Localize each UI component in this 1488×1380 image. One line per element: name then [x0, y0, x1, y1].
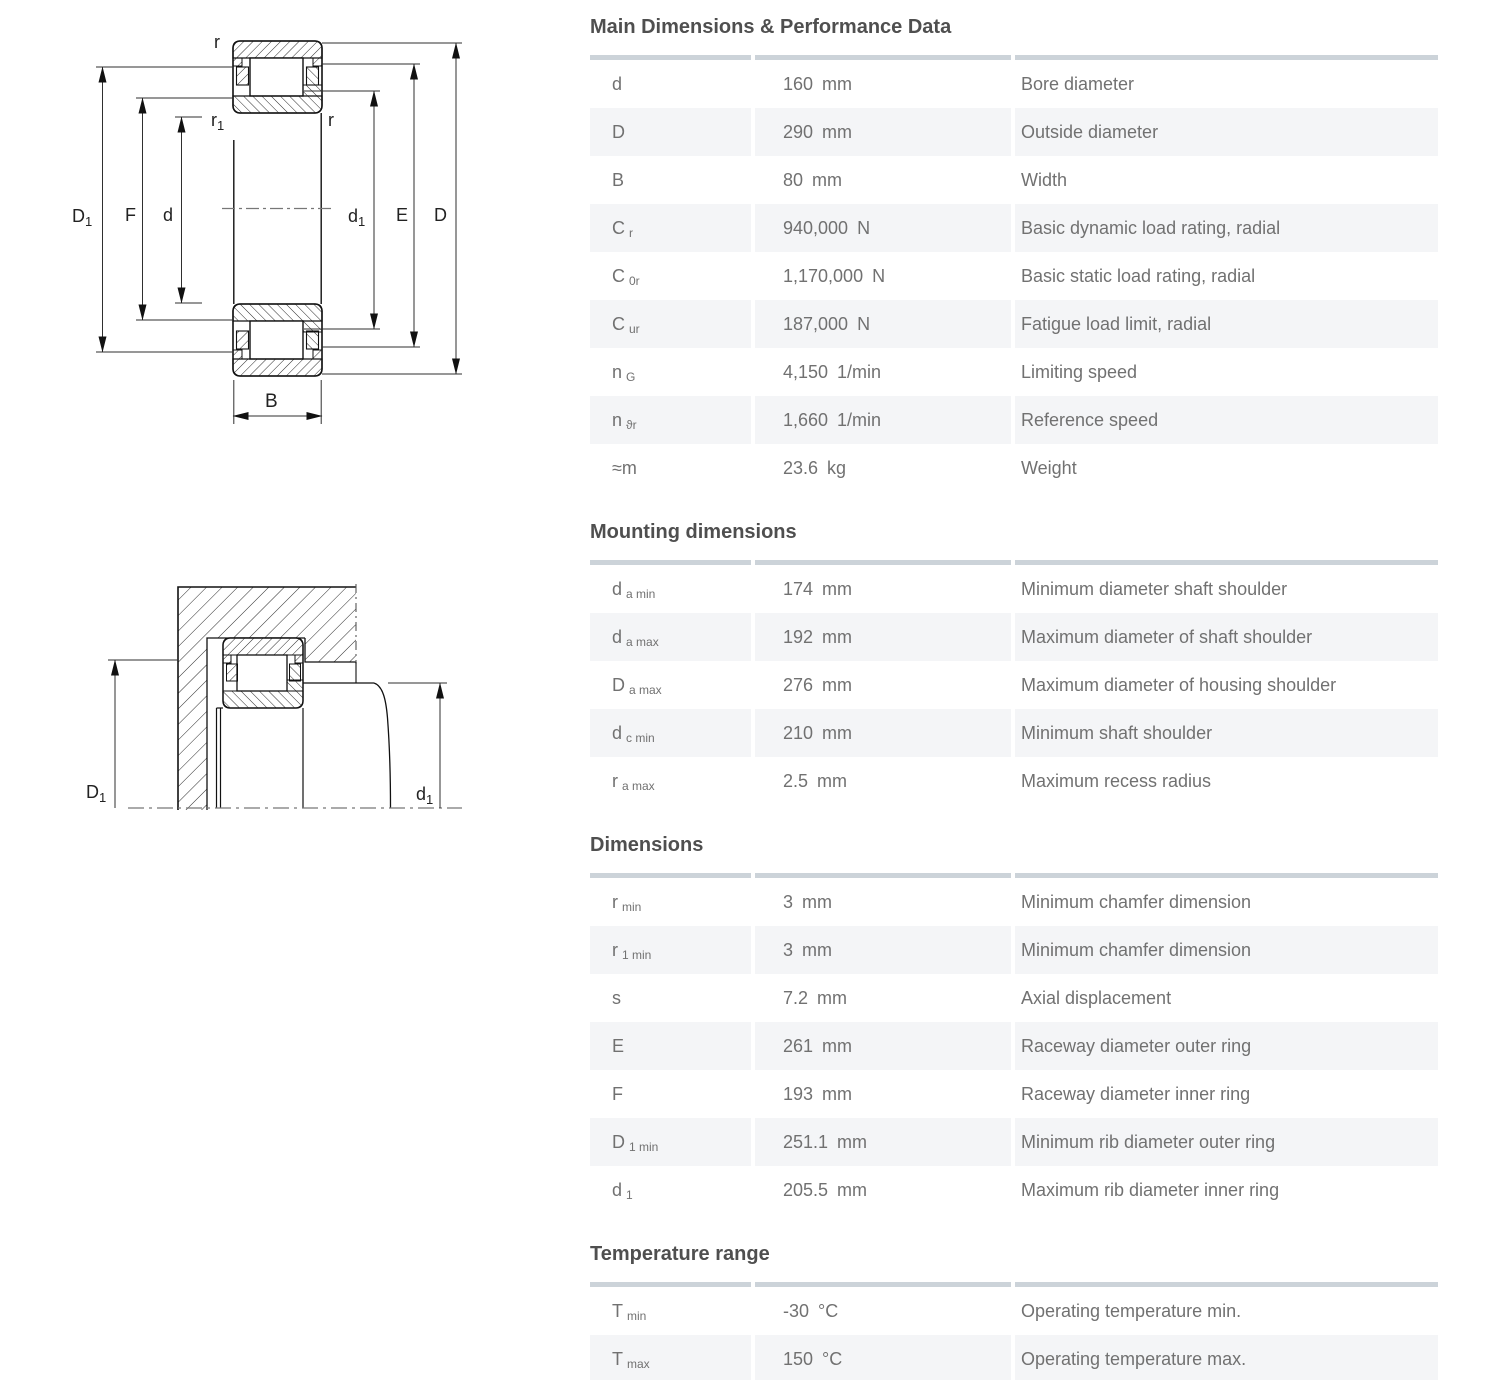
- symbol-cell: [590, 204, 751, 252]
- dim-label-D: D: [434, 205, 447, 225]
- symbol-cell: [590, 252, 751, 300]
- value-unit: mm: [812, 169, 843, 190]
- symbol-cell: [590, 661, 751, 709]
- symbol-cell: [590, 156, 751, 204]
- description-cell: Minimum chamfer dimension: [1015, 926, 1438, 974]
- section-mounting-dimensions: [590, 520, 1438, 805]
- description-cell: Minimum shaft shoulder: [1015, 709, 1438, 757]
- symbol-cell: [590, 974, 751, 1022]
- value-cell: [755, 1166, 1011, 1214]
- value-number: 187,000: [783, 313, 849, 334]
- value-unit: kg: [827, 457, 847, 478]
- value-number: 4,150: [783, 361, 829, 382]
- bearing-mounting-drawing: [0, 540, 520, 870]
- description-cell: Weight: [1021, 457, 1077, 478]
- symbol-cell: [590, 613, 751, 661]
- value-unit: mm: [822, 626, 853, 647]
- value-number: 192: [783, 626, 814, 647]
- symbol-subscript: r: [629, 226, 633, 240]
- symbol-cell: [590, 1118, 751, 1166]
- symbol-cell: [590, 565, 751, 613]
- value-cell: [755, 60, 1011, 108]
- symbol-base: n: [612, 361, 623, 382]
- symbol-base: C: [612, 313, 625, 334]
- symbol-subscript: a max: [622, 779, 655, 793]
- value-unit: mm: [822, 578, 853, 599]
- symbol-base: B: [612, 169, 625, 190]
- value-cell: [755, 1335, 1011, 1380]
- dim-label-r-right: r: [328, 110, 334, 130]
- value-cell: [755, 156, 1011, 204]
- description-cell: Operating temperature min.: [1021, 1300, 1242, 1321]
- value-cell: [755, 252, 1011, 300]
- value-cell: [755, 661, 1011, 709]
- symbol-subscript: ur: [629, 322, 640, 336]
- description-cell: Minimum diameter shaft shoulder: [1021, 578, 1288, 599]
- symbol-base: D: [612, 674, 625, 695]
- datasheet-tables: [590, 0, 1438, 1380]
- value-unit: mm: [817, 987, 848, 1008]
- symbol-subscript: a min: [626, 587, 656, 601]
- dim-label-d1: $d_1$: [348, 206, 366, 229]
- value-cell: [755, 300, 1011, 348]
- section-title: Mounting dimensions: [590, 521, 797, 543]
- symbol-base: d: [612, 578, 623, 599]
- value-number: -30: [783, 1300, 810, 1321]
- value-cell: [755, 1118, 1011, 1166]
- data-table: [590, 55, 1438, 492]
- value-cell: [755, 396, 1011, 444]
- dim-label-D1: $D_1$: [72, 206, 93, 229]
- description-cell: Basic dynamic load rating, radial: [1015, 204, 1438, 252]
- dim-label-d: d: [163, 205, 174, 225]
- value-unit: mm: [837, 1131, 868, 1152]
- value-cell: [755, 444, 1011, 492]
- symbol-subscript: 0r: [629, 274, 640, 288]
- value-number: 290: [783, 121, 814, 142]
- section-dimensions: [590, 833, 1438, 1214]
- value-unit: mm: [822, 73, 853, 94]
- symbol-base: C: [612, 265, 625, 286]
- symbol-subscript: ϑr: [626, 418, 637, 432]
- value-number: 3: [783, 939, 794, 960]
- bearing-cross-section-drawing: [0, 0, 580, 480]
- value-cell: [755, 108, 1011, 156]
- value-number: 2.5: [783, 770, 809, 791]
- description-cell: Outside diameter: [1015, 108, 1438, 156]
- description-cell: Reference speed: [1015, 396, 1438, 444]
- bearing-lower-section: [233, 304, 322, 376]
- value-unit: mm: [822, 1083, 853, 1104]
- value-number: 174: [783, 578, 814, 599]
- value-unit: mm: [822, 674, 853, 695]
- symbol-base: r: [612, 770, 618, 791]
- symbol-subscript: 1 min: [629, 1140, 659, 1154]
- value-unit: N: [872, 265, 886, 286]
- description-cell: Maximum recess radius: [1021, 770, 1212, 791]
- section-title: Main Dimensions & Performance Data: [590, 16, 952, 38]
- value-unit: mm: [822, 1035, 853, 1056]
- value-cell: [755, 204, 1011, 252]
- description-cell: Minimum rib diameter outer ring: [1015, 1118, 1438, 1166]
- value-number: 205.5: [783, 1179, 829, 1200]
- symbol-subscript: a max: [629, 683, 662, 697]
- value-unit: N: [857, 313, 871, 334]
- symbol-subscript: min: [622, 900, 642, 914]
- symbol-base: ≈m: [612, 457, 637, 478]
- description-cell: Operating temperature max.: [1015, 1335, 1438, 1380]
- value-cell: [755, 974, 1011, 1022]
- value-unit: mm: [822, 121, 853, 142]
- value-unit: mm: [802, 939, 833, 960]
- bearing-upper-section: [233, 41, 322, 113]
- symbol-base: C: [612, 217, 625, 238]
- value-number: 23.6: [783, 457, 819, 478]
- symbol-base: r: [612, 891, 618, 912]
- data-table: [590, 1282, 1438, 1380]
- symbol-subscript: a max: [626, 635, 659, 649]
- description-cell: Bore diameter: [1021, 73, 1135, 94]
- symbol-subscript: c min: [626, 731, 655, 745]
- description-cell: Minimum chamfer dimension: [1021, 891, 1252, 912]
- symbol-base: D: [612, 121, 625, 142]
- section-title: Dimensions: [590, 834, 704, 856]
- symbol-base: d: [612, 1179, 623, 1200]
- symbol-cell: [590, 1070, 751, 1118]
- description-cell: Basic static load rating, radial: [1021, 265, 1256, 286]
- value-cell: [755, 565, 1011, 613]
- symbol-base: d: [612, 626, 623, 647]
- value-unit: N: [857, 217, 871, 238]
- value-number: 160: [783, 73, 814, 94]
- dim-label-r1: $r_1$: [211, 110, 225, 133]
- symbol-base: E: [612, 1035, 625, 1056]
- symbol-base: D: [612, 1131, 625, 1152]
- value-unit: mm: [817, 770, 848, 791]
- description-cell: Maximum diameter of shaft shoulder: [1015, 613, 1438, 661]
- symbol-cell: [590, 396, 751, 444]
- dim-label-E: E: [396, 205, 409, 225]
- symbol-cell: [590, 878, 751, 926]
- description-cell: Width: [1021, 169, 1068, 190]
- description-cell: Maximum rib diameter inner ring: [1021, 1179, 1280, 1200]
- symbol-cell: [590, 1335, 751, 1380]
- dim-label-d1: $d_1$: [416, 784, 434, 807]
- value-cell: [755, 1070, 1011, 1118]
- value-unit: mm: [837, 1179, 868, 1200]
- value-unit: mm: [802, 891, 833, 912]
- value-number: 80: [783, 169, 804, 190]
- data-table: [590, 873, 1438, 1214]
- value-number: 261: [783, 1035, 814, 1056]
- section-title: Temperature range: [590, 1243, 770, 1265]
- symbol-cell: [590, 300, 751, 348]
- value-number: 1,170,000: [783, 265, 864, 286]
- value-cell: [755, 348, 1011, 396]
- dim-label-F: F: [125, 205, 136, 225]
- section-main-dimensions-performance-data: [590, 15, 1438, 492]
- symbol-cell: [590, 1022, 751, 1070]
- value-number: 3: [783, 891, 794, 912]
- symbol-subscript: 1: [626, 1188, 633, 1202]
- symbol-cell: [590, 108, 751, 156]
- description-cell: Raceway diameter inner ring: [1021, 1083, 1251, 1104]
- value-number: 940,000: [783, 217, 849, 238]
- symbol-subscript: max: [627, 1357, 650, 1371]
- symbol-cell: [590, 757, 751, 805]
- dim-label-B: B: [265, 391, 278, 412]
- dim-label-r-top: r: [214, 32, 220, 52]
- description-cell: Limiting speed: [1021, 361, 1138, 382]
- symbol-subscript: min: [627, 1309, 647, 1323]
- value-number: 193: [783, 1083, 814, 1104]
- symbol-cell: [590, 444, 751, 492]
- value-number: 7.2: [783, 987, 809, 1008]
- symbol-base: r: [612, 939, 618, 960]
- value-cell: [755, 1287, 1011, 1335]
- symbol-cell: [590, 709, 751, 757]
- value-cell: [755, 613, 1011, 661]
- symbol-base: d: [612, 73, 623, 94]
- value-number: 1,660: [783, 409, 829, 430]
- value-number: 150: [783, 1348, 814, 1369]
- value-cell: [755, 709, 1011, 757]
- symbol-cell: [590, 926, 751, 974]
- description-cell: Axial displacement: [1021, 987, 1172, 1008]
- value-unit: 1/min: [837, 361, 882, 382]
- value-number: 276: [783, 674, 814, 695]
- description-cell: Fatigue load limit, radial: [1015, 300, 1438, 348]
- dim-label-D1: $D_1$: [86, 782, 107, 805]
- symbol-base: T: [612, 1300, 623, 1321]
- data-table: [590, 560, 1438, 805]
- value-number: 251.1: [783, 1131, 829, 1152]
- symbol-cell: [590, 348, 751, 396]
- value-unit: mm: [822, 722, 853, 743]
- value-number: 210: [783, 722, 814, 743]
- bearing-section: [223, 638, 303, 708]
- symbol-cell: [590, 60, 751, 108]
- description-cell: Raceway diameter outer ring: [1015, 1022, 1438, 1070]
- value-cell: [755, 1022, 1011, 1070]
- value-unit: °C: [818, 1300, 839, 1321]
- value-cell: [755, 757, 1011, 805]
- value-cell: [755, 878, 1011, 926]
- symbol-cell: [590, 1166, 751, 1214]
- symbol-base: n: [612, 409, 623, 430]
- value-unit: °C: [822, 1348, 843, 1369]
- value-unit: 1/min: [837, 409, 882, 430]
- description-cell: Maximum diameter of housing shoulder: [1021, 674, 1337, 695]
- symbol-base: F: [612, 1083, 623, 1104]
- symbol-subscript: G: [626, 370, 636, 384]
- value-cell: [755, 926, 1011, 974]
- symbol-base: s: [612, 987, 621, 1008]
- symbol-cell: [590, 1287, 751, 1335]
- symbol-base: d: [612, 722, 623, 743]
- symbol-base: T: [612, 1348, 623, 1369]
- section-temperature-range: [590, 1242, 1438, 1380]
- symbol-subscript: 1 min: [622, 948, 652, 962]
